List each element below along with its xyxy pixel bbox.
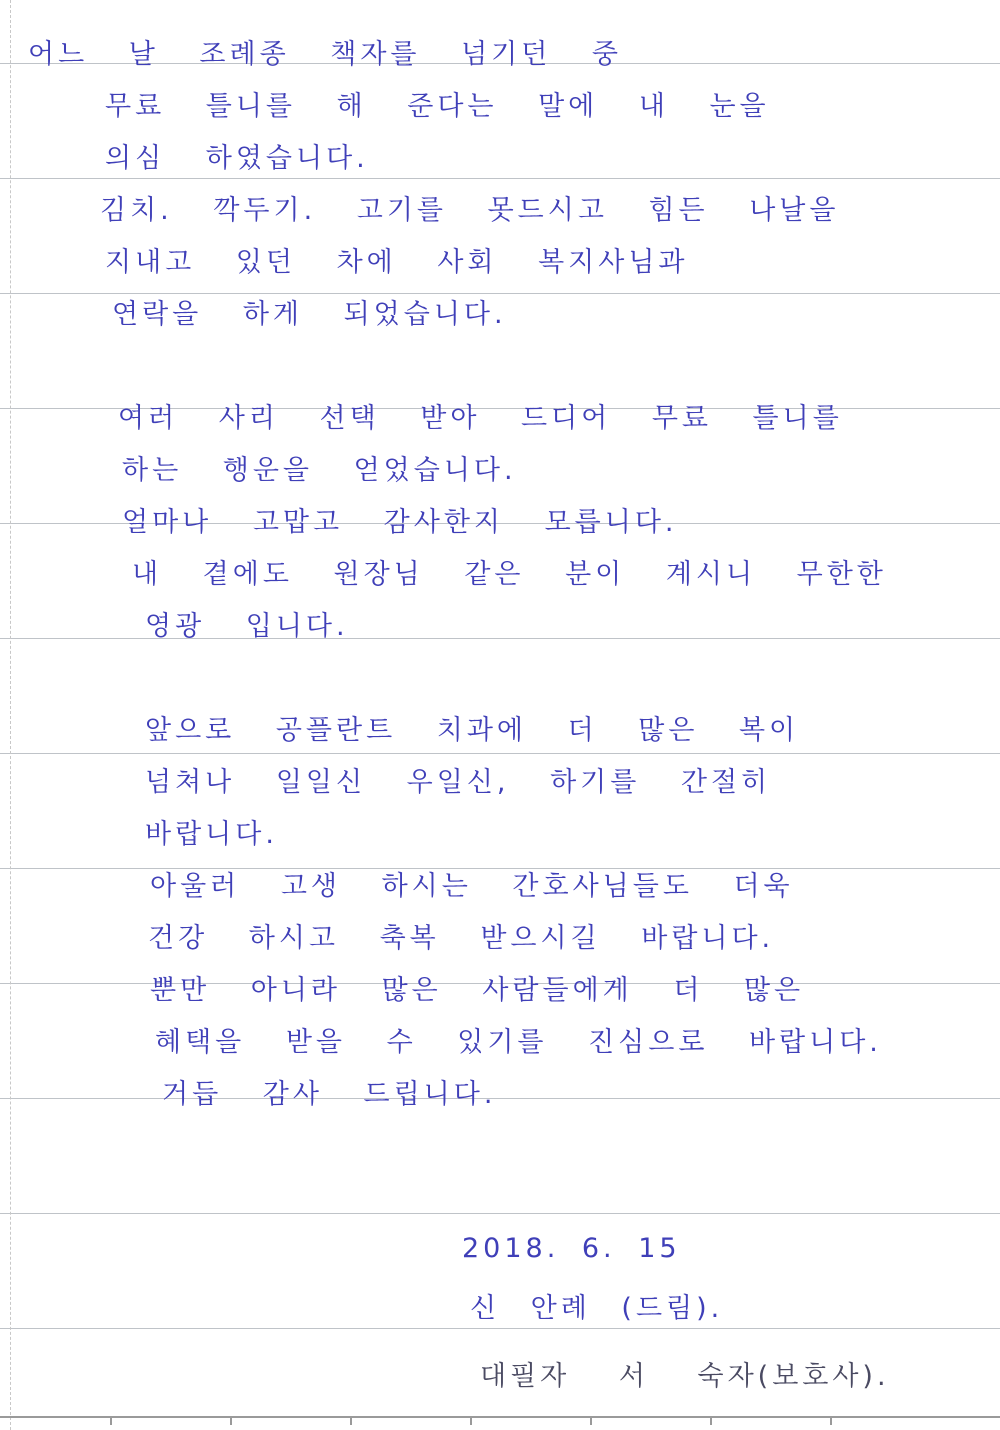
letter-line: 아울러 고생 하시는 간호사님들도 더욱 — [150, 871, 794, 902]
rule-tick — [710, 1417, 712, 1425]
letter-line: 혜택을 받을 수 있기를 진심으로 바랍니다. — [155, 1027, 882, 1058]
letter-date: 2018. 6. 15 — [462, 1233, 681, 1264]
rule-tick — [470, 1417, 472, 1425]
page-bottom-rule — [0, 1416, 1000, 1418]
rule-tick — [230, 1417, 232, 1425]
rule-tick — [590, 1417, 592, 1425]
rule-tick — [350, 1417, 352, 1425]
letter-line: 앞으로 공플란트 치과에 더 많은 복이 — [145, 715, 800, 746]
letter-line: 지내고 있던 차에 사회 복지사님과 — [105, 247, 689, 278]
rule-tick — [830, 1417, 832, 1425]
letter-line: 거듭 감사 드립니다. — [162, 1079, 497, 1110]
letter-line: 여러 사리 선택 받아 드디어 무료 틀니를 — [118, 403, 843, 434]
letter-line: 의심 하였습니다. — [105, 143, 369, 174]
margin-line — [10, 0, 11, 1430]
rule-tick — [110, 1417, 112, 1425]
letter-line: 어느 날 조례종 책자를 넘기던 중 — [28, 39, 622, 70]
letter-line: 영광 입니다. — [145, 611, 349, 642]
letter-line: 무료 틀니를 해 준다는 말에 내 눈을 — [105, 91, 770, 122]
letter-proxy-writer: 대필자 서 숙자(보호사). — [480, 1361, 890, 1392]
letter-line: 김치. 깍두기. 고기를 못드시고 힘든 나날을 — [100, 195, 840, 226]
letter-line: 넘쳐나 일일신 우일신, 하기를 간절히 — [145, 767, 772, 798]
letter-line: 얼마나 고맙고 감사한지 모릅니다. — [122, 507, 678, 538]
letter-line: 내 곁에도 원장님 같은 분이 계시니 무한한 — [132, 559, 887, 590]
letter-line: 바랍니다. — [145, 819, 278, 850]
letter-line: 하는 행운을 얻었습니다. — [122, 455, 517, 486]
letter-line: 건강 하시고 축복 받으시길 바랍니다. — [148, 923, 775, 954]
letter-line: 뿐만 아니라 많은 사람들에게 더 많은 — [150, 975, 805, 1006]
letter-line: 연락을 하게 되었습니다. — [112, 299, 507, 330]
letter-author: 신 안례 (드림). — [470, 1293, 724, 1324]
